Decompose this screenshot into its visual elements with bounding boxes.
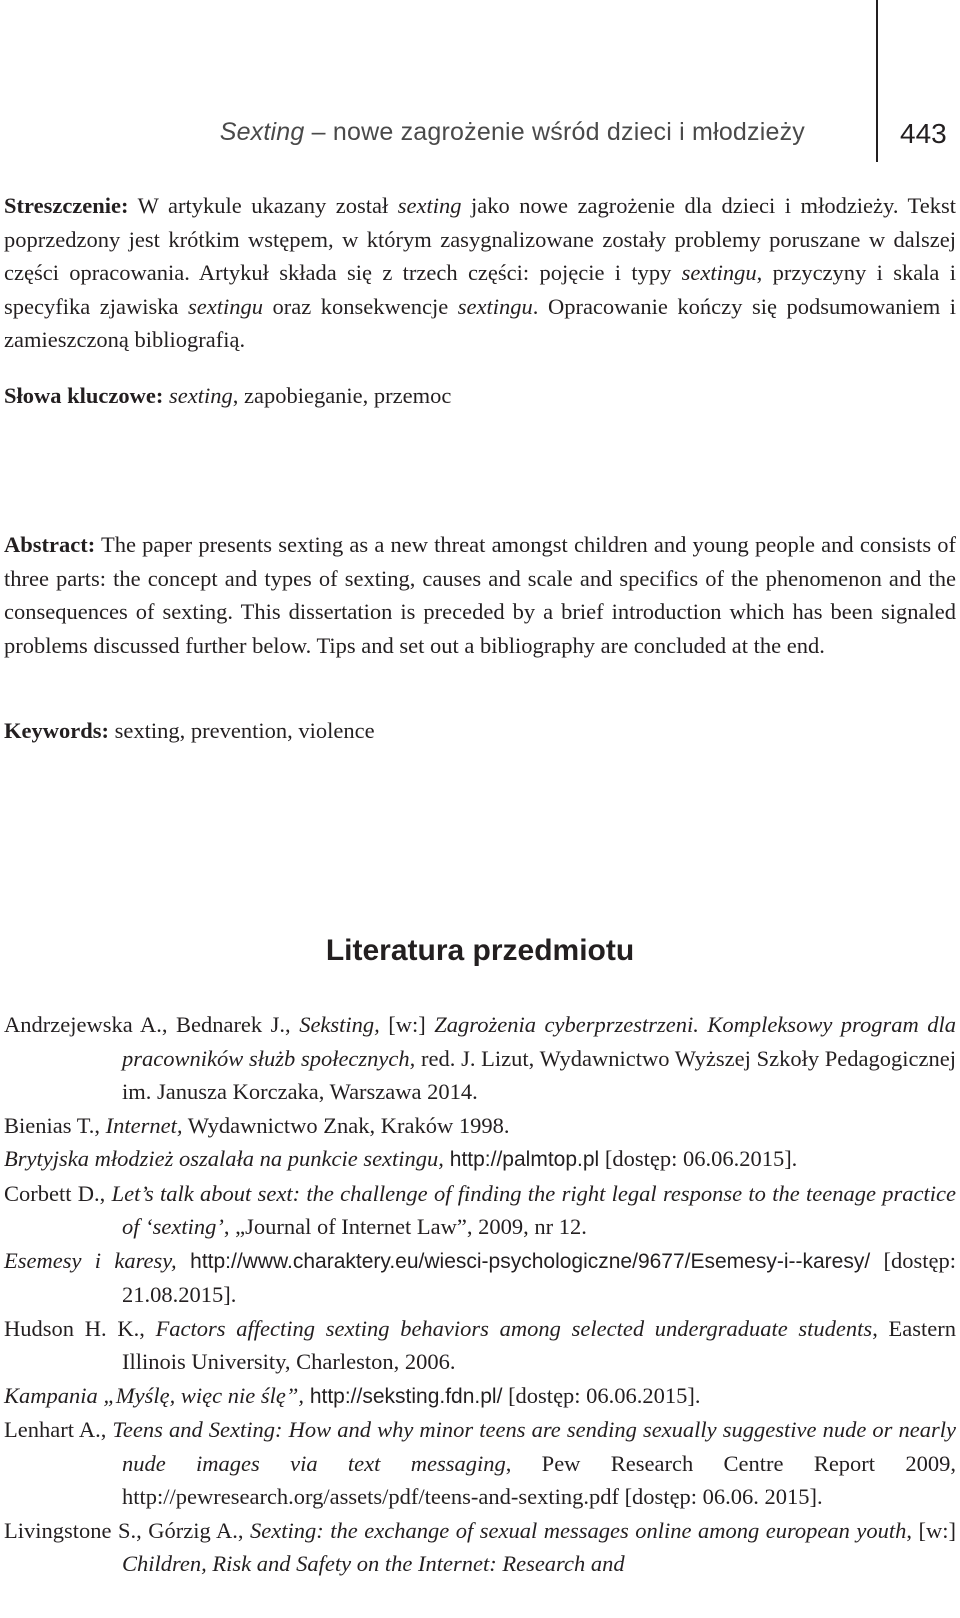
streszczenie-italic: sexting [397, 193, 462, 218]
ref-text: , Pew Research Centre Report 2009, http://pewresearch.org/assets/pdf/teens-and-sexting.pdf [dostęp: 06.06. 2015]. [122, 1450, 956, 1509]
ref-authors: Andrzejewska A., Bednarek J., [4, 1012, 300, 1037]
reference-item [4, 1008, 956, 1109]
reference-item [4, 1379, 956, 1414]
ref-text: [dostęp: 21.08.2015]. [122, 1247, 956, 1307]
ref-text: Wydawnictwo Znak, Kraków 1998. [182, 1112, 510, 1138]
ref-title: Brytyjska młodzież oszalała na punkcie sextingu, [4, 1146, 444, 1171]
ref-text: , „Journal of Internet Law”, 2009, nr 12. [223, 1214, 587, 1239]
ref-text: red. J. Lizut, Wydawnictwo Wyższej Szkoły Pedagogicznej im. Janusza Korczaka, Warszawa 2014. [122, 1045, 956, 1104]
ref-authors: Corbett D., [4, 1180, 112, 1206]
ref-title: Factors affecting sexting behaviors among selected undergraduate students [155, 1315, 873, 1341]
ref-authors: Bienias T., [4, 1112, 106, 1138]
keywords-text: sexting, prevention, violence [109, 718, 375, 743]
ref-title: Kampania „Myślę, więc nie ślę”, [4, 1382, 304, 1408]
ref-authors: Hudson H. K., [4, 1315, 156, 1341]
abstract-block [4, 528, 956, 662]
ref-title: Internet, [105, 1112, 183, 1138]
literature-heading: Literatura przedmiotu [325, 934, 635, 967]
reference-item [4, 1244, 956, 1312]
ref-url-link[interactable]: http://www.charaktery.eu/wiesci-psychologiczne/9677/Esemesy-i--karesy/ [176, 1249, 871, 1273]
slowa-kluczowe-paragraph [4, 379, 956, 413]
keywords-block [4, 714, 956, 748]
streszczenie-italic: sextingu [188, 293, 263, 319]
header-vertical-rule [876, 0, 878, 162]
reference-item [4, 1413, 956, 1514]
ref-url-link[interactable]: http://seksting.fdn.pl/ [303, 1384, 503, 1408]
ref-title: Zagrożenia cyberprzestrzeni. Kompleksowy program dla pracowników służb społecznych, [122, 1012, 956, 1071]
ref-url-link[interactable]: http://palmtop.pl [443, 1148, 600, 1171]
streszczenie-italic: sextingu [681, 260, 757, 285]
slowa-kluczowe-block [4, 379, 956, 413]
slowa-kluczowe-label: Słowa kluczowe: [4, 383, 164, 408]
streszczenie-text: W artykule ukazany został [128, 193, 398, 218]
ref-text: [w:] [379, 1012, 435, 1037]
reference-item [4, 1109, 956, 1143]
slowa-kluczowe-text: , zapobieganie, przemoc [232, 383, 452, 408]
reference-item [4, 1514, 956, 1581]
page-number: 443 [900, 118, 947, 149]
abstract-paragraph [4, 528, 956, 662]
running-title [220, 118, 805, 147]
streszczenie-text: jako nowe zagrożenie dla dzieci i młodzieży. Tekst poprzedzony jest krótkim wstępem, w którym zasygnalizowane zostały problemy poruszane w dalszej części opracowania. Artykuł składa się z trzech części: pojęcie i typy [4, 193, 956, 285]
keywords-paragraph [4, 714, 956, 748]
running-title-italic: Sexting [219, 118, 305, 146]
streszczenie-text: , przyczyny i skala i specyfika zjawiska [4, 260, 956, 319]
abstract-label: Abstract: [4, 532, 96, 557]
ref-title: Esemesy i karesy, [4, 1247, 177, 1273]
page-header [0, 0, 960, 170]
reference-item [4, 1177, 956, 1244]
ref-title: Seksting, [299, 1012, 380, 1037]
ref-text: [dostęp: 06.06.2015]. [599, 1146, 798, 1171]
ref-title: Teens and Sexting: How and why minor teens are sending sexually suggestive nude or nearly nude images via text messaging [112, 1417, 957, 1476]
slowa-kluczowe-italic: sexting [163, 383, 233, 408]
streszczenie-text: oraz konsekwencje [263, 293, 458, 319]
ref-text: , Eastern Illinois University, Charleston, 2006. [122, 1315, 957, 1374]
reference-item [4, 1312, 956, 1379]
keywords-label: Keywords: [4, 718, 109, 743]
ref-title: Children, Risk and Safety on the Internet: Research and [122, 1551, 625, 1576]
ref-authors: Livingstone S., Górzig A., [4, 1517, 251, 1543]
streszczenie-text: . Opracowanie kończy się podsumowaniem i zamieszczoną bibliografią. [4, 293, 956, 352]
reference-item [4, 1142, 956, 1177]
running-title-rest: – nowe zagrożenie wśród dzieci i młodzieży [304, 118, 805, 146]
streszczenie-paragraph [4, 189, 956, 357]
ref-title: Sexting: the exchange of sexual messages online among european youth [250, 1517, 907, 1543]
streszczenie-italic: sextingu [457, 293, 533, 319]
streszczenie-label: Streszczenie: [4, 193, 129, 218]
reference-list [4, 1008, 956, 1581]
ref-title: Let’s talk about sext: the challenge of finding the right legal response to the teenage practice of ‘sexting’ [111, 1180, 957, 1239]
ref-text: , [w:] [906, 1517, 956, 1543]
abstract-text: The paper presents sexting as a new threat amongst children and young people and consists of three parts: the concept and types of sexting, causes and scale and specifics of the phenomenon and the consequences of sexting. This dissertation is preceded by a brief introduction which has been signaled problems discussed further below. Tips and set out a bibliography are concluded at the end. [4, 532, 956, 658]
ref-authors: Lenhart A., [4, 1417, 113, 1442]
ref-text: [dostęp: 06.06.2015]. [502, 1382, 701, 1408]
streszczenie-block [4, 189, 956, 357]
